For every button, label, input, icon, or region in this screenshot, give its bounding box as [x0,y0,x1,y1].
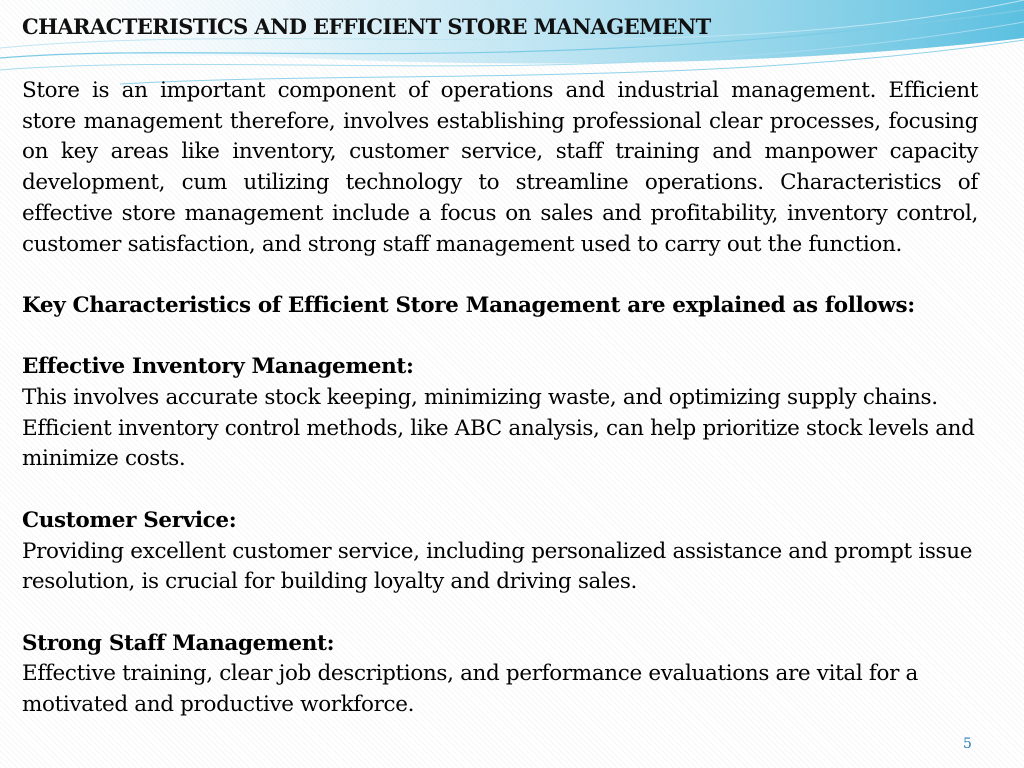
section-inventory [22,352,978,475]
section-body: Providing excellent customer service, including personalized assistance and prompt issue resolution, is crucial for building loyalty and driving sales. [22,538,973,595]
spacer [22,322,978,353]
key-characteristics-heading [22,291,978,322]
section-heading: Effective Inventory Management: [22,354,414,380]
section-heading: Customer Service: [22,507,237,533]
section-body: Effective training, clear job descriptions, and performance evaluations are vital for a motivated and productive workforce. [22,661,918,717]
key-characteristics-heading-text: Key Characteristics of Efficient Store Management are explained as follows: [22,292,915,318]
section-staff-management [22,629,978,721]
intro-paragraph: Store is an important component of operations and industrial management. Efficient store management therefore, involves establishing professional clear processes, focusing on key areas like inventory, customer service, staff training and manpower capacity development, cum utilizing technology to streamline operations. Characteristics of effective store management include a focus on sales and profitability, inventory control, customer satisfaction, and strong staff management used to carry out the function. [22,78,978,257]
page-number: 5 [963,736,972,752]
spacer [22,260,978,291]
section-body: This involves accurate stock keeping, minimizing waste, and optimizing supply chains. Efficient inventory control methods, like ABC analysis, can help prioritize stock levels and minimize costs. [22,385,975,472]
section-heading: Strong Staff Management: [22,630,335,656]
spacer [22,475,978,506]
spacer [22,598,978,629]
section-customer-service [22,506,978,598]
slide-content [22,76,978,721]
slide-title: CHARACTERISTICS AND EFFICIENT STORE MANAGEMENT [22,14,711,39]
